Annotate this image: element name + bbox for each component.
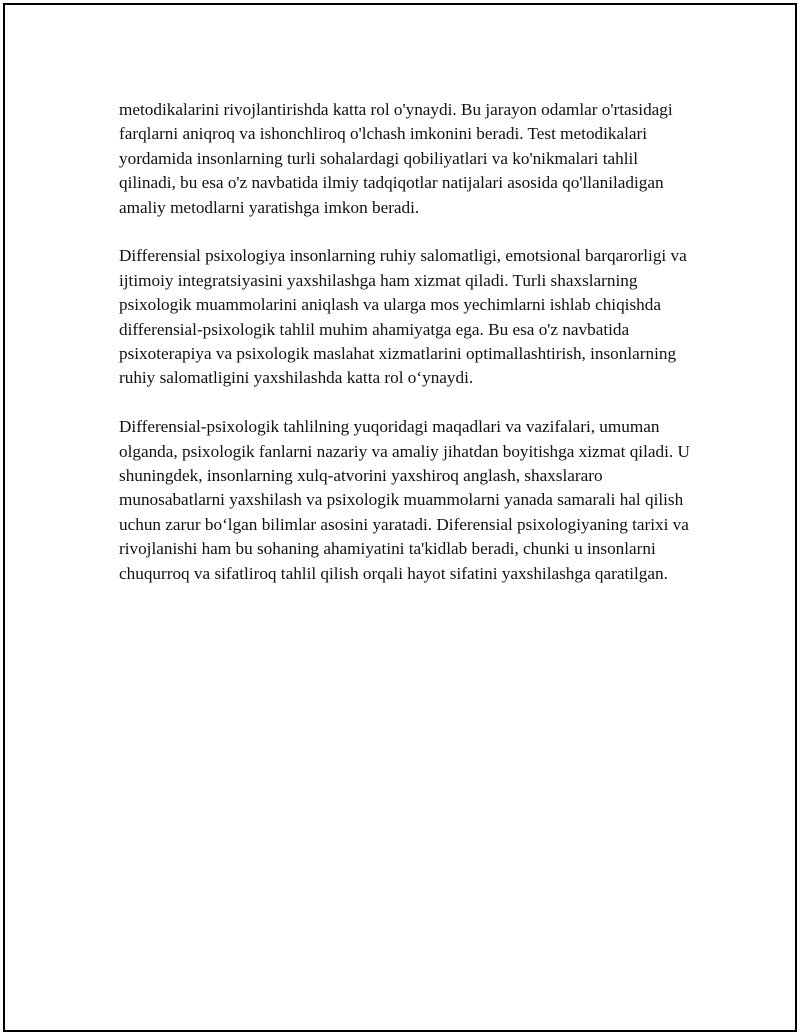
paragraph-3: Differensial-psixologik tahlilning yuqoridagi maqadlari va vazifalari, umuman olganda, psixologik fanlarni nazariy va amaliy jihatdan boyitishga xizmat qiladi. U shuningdek, insonlarning xulq-atvorini yaxshiroq anglash, shaxslararo munosabatlarni yaxshilash va psixologik muammolarni yanada samarali hal qilish uchun zarur bo‘lgan bilimlar asosini yaratadi. Diferensial psixologiyaning tarixi va rivojlanishi ham bu sohaning ahamiyatini ta'kidlab beradi, chunki u insonlarni chuqurroq va sifatliroq tahlil qilish orqali hayot sifatini yaxshilashga qaratilgan. [119,417,690,583]
document-page [3,3,797,1032]
paragraph-2: Differensial psixologiya insonlarning ruhiy salomatligi, emotsional barqarorligi va ijtimoiy integratsiyasini yaxshilashga ham xizmat qiladi. Turli shaxslarning psixologik muammolarini aniqlash va ularga mos yechimlarni ishlab chiqishda differensial-psixologik tahlil muhim ahamiyatga ega. Bu esa o'z navbatida psixoterapiya va psixologik maslahat xizmatlarini optimallashtirish, insonlarning ruhiy salomatligini yaxshilashda katta rol o‘ynaydi. [119,246,687,388]
page-body [119,98,699,586]
paragraph-1: metodikalarini rivojlantirishda katta rol o'ynaydi. Bu jarayon odamlar o'rtasidagi farqlarni aniqroq va ishonchliroq o'lchash imkonini beradi. Test metodikalari yordamida insonlarning turli sohalardagi qobiliyatlari va ko'nikmalari tahlil qilinadi, bu esa o'z navbatida ilmiy tadqiqotlar natijalari asosida qo'llaniladigan amaliy metodlarni yaratishga imkon beradi. [119,100,673,217]
